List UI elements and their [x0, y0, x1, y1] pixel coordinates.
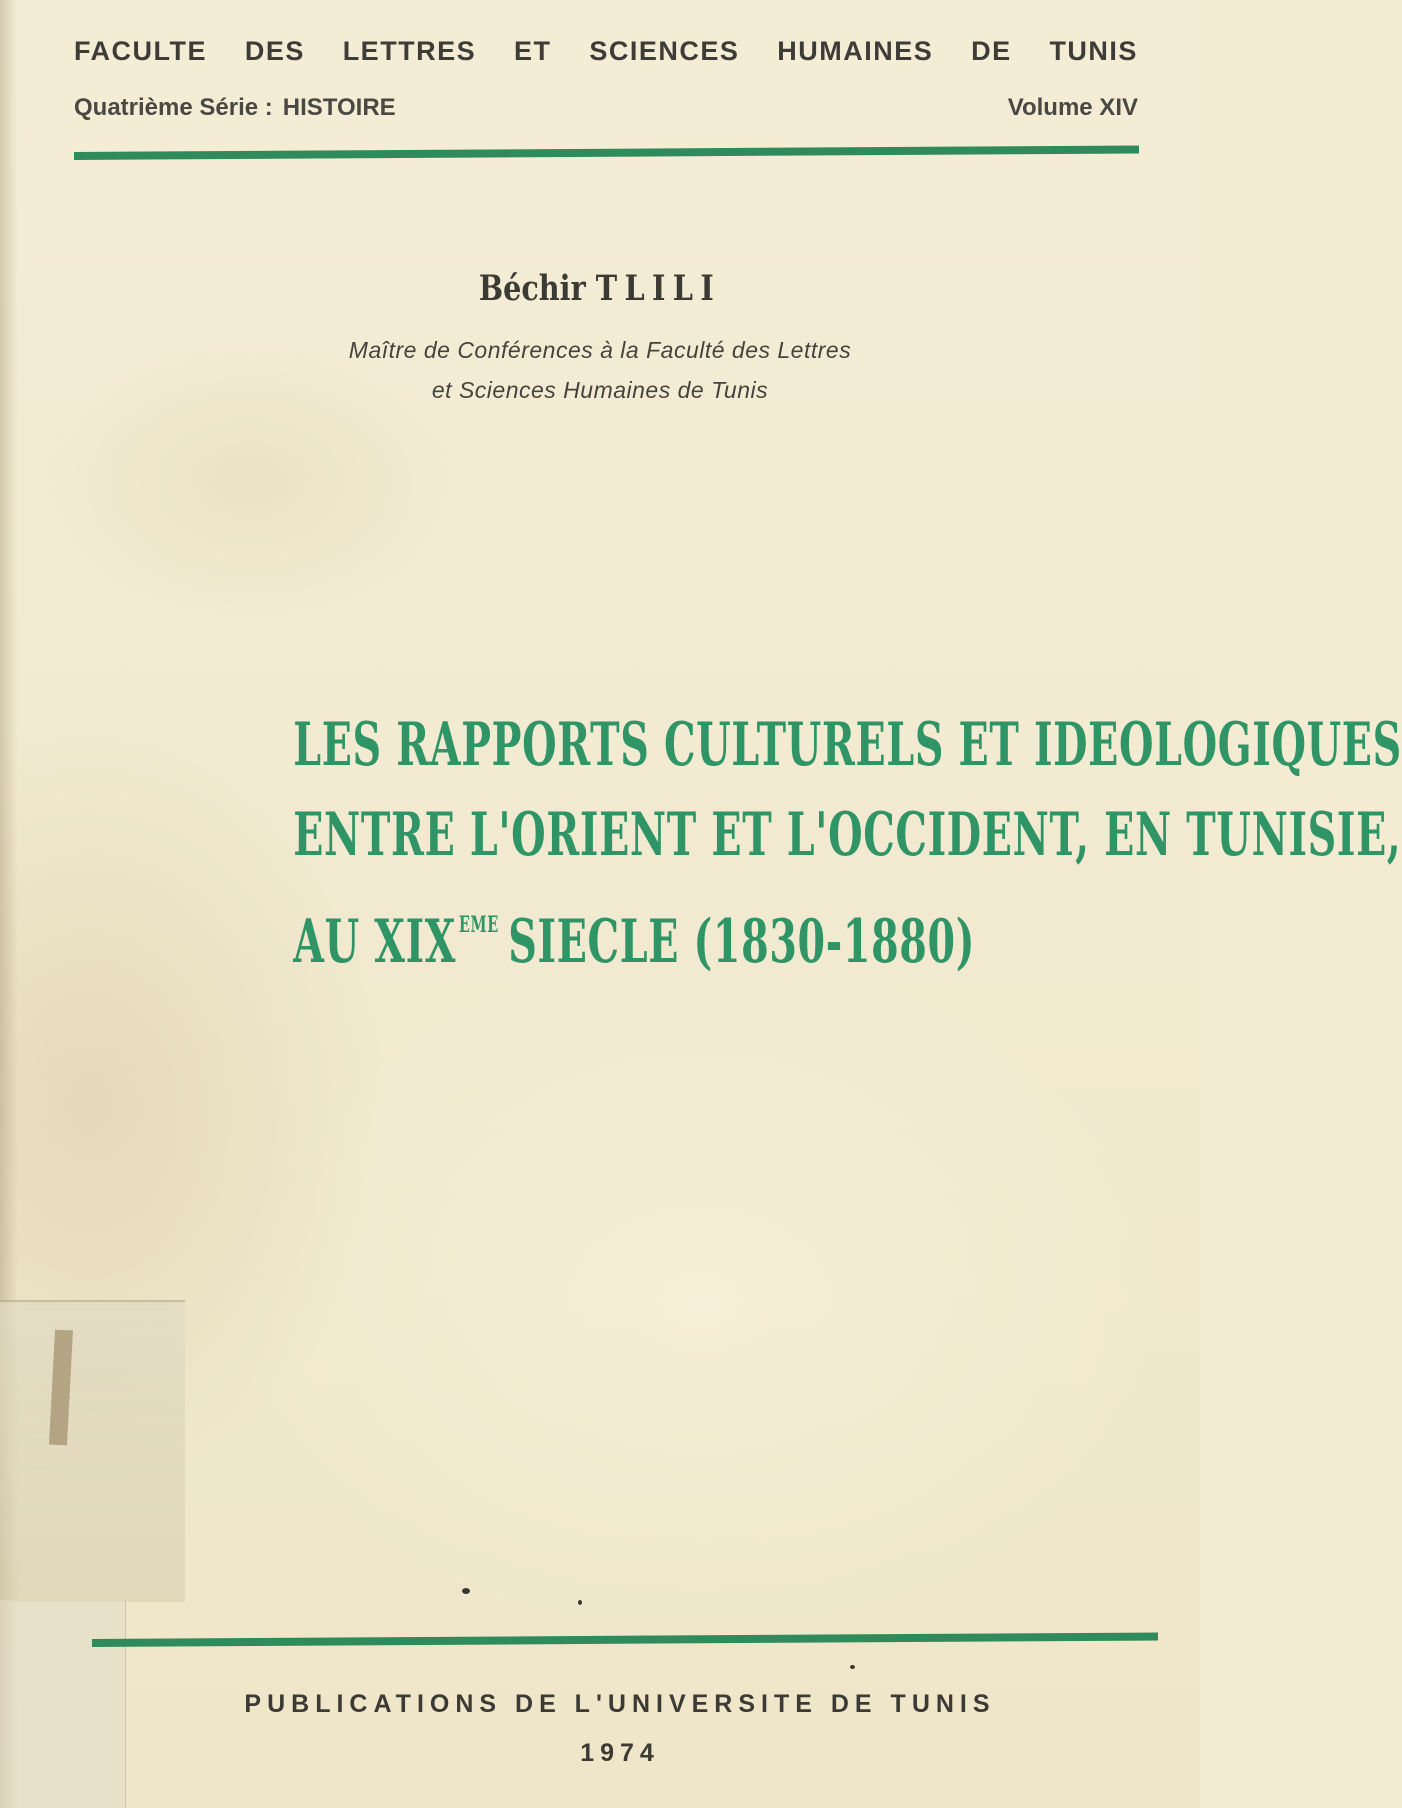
title-period: SIECLE (1830-1880) [508, 907, 976, 977]
series-header [74, 94, 1138, 122]
title-century: AU XIX [293, 907, 457, 977]
header-word: FACULTE [74, 36, 207, 66]
book-title [130, 700, 1402, 987]
publication-year: 1974 [580, 1739, 660, 1767]
ink-speck [850, 1665, 855, 1669]
publisher-name: PUBLICATIONS DE L'UNIVERSITE DE TUNIS [244, 1690, 996, 1718]
title-line-1: LES RAPPORTS CULTURELS ET IDEOLOGIQUES [293, 710, 1402, 780]
author-affiliation [240, 330, 960, 410]
affiliation-line: Maître de Conférences à la Faculté des Lettres [348, 337, 852, 363]
series-label: Quatrième Série : [74, 94, 273, 121]
header-word: LETTRES [342, 36, 477, 66]
header-word: DES [244, 36, 305, 66]
header-word: ET [514, 36, 552, 66]
top-divider [74, 145, 1139, 160]
ink-speck [462, 1588, 470, 1594]
author-first-name: Béchir [478, 268, 586, 309]
series-name: HISTOIRE [282, 94, 396, 121]
affiliation-line: et Sciences Humaines de Tunis [431, 377, 769, 403]
tape-residue-lower [0, 1600, 126, 1808]
tape-residue [0, 1300, 185, 1602]
series-info [74, 94, 396, 122]
title-line-2: ENTRE L'ORIENT ET L'OCCIDENT, EN TUNISIE, [293, 800, 1402, 870]
header-word: HUMAINES [777, 36, 934, 66]
header-word: SCIENCES [589, 36, 740, 66]
header-word: TUNIS [1049, 36, 1138, 66]
bottom-divider [92, 1632, 1158, 1647]
title-superscript: EME [458, 912, 500, 938]
author-name [300, 268, 900, 309]
ink-speck [578, 1600, 582, 1605]
volume-number: Volume XIV [1007, 94, 1138, 121]
author-surname: TLILI [595, 268, 722, 309]
header-word: DE [971, 36, 1012, 66]
institution-header [74, 36, 1138, 67]
title-line-3 [293, 880, 976, 987]
